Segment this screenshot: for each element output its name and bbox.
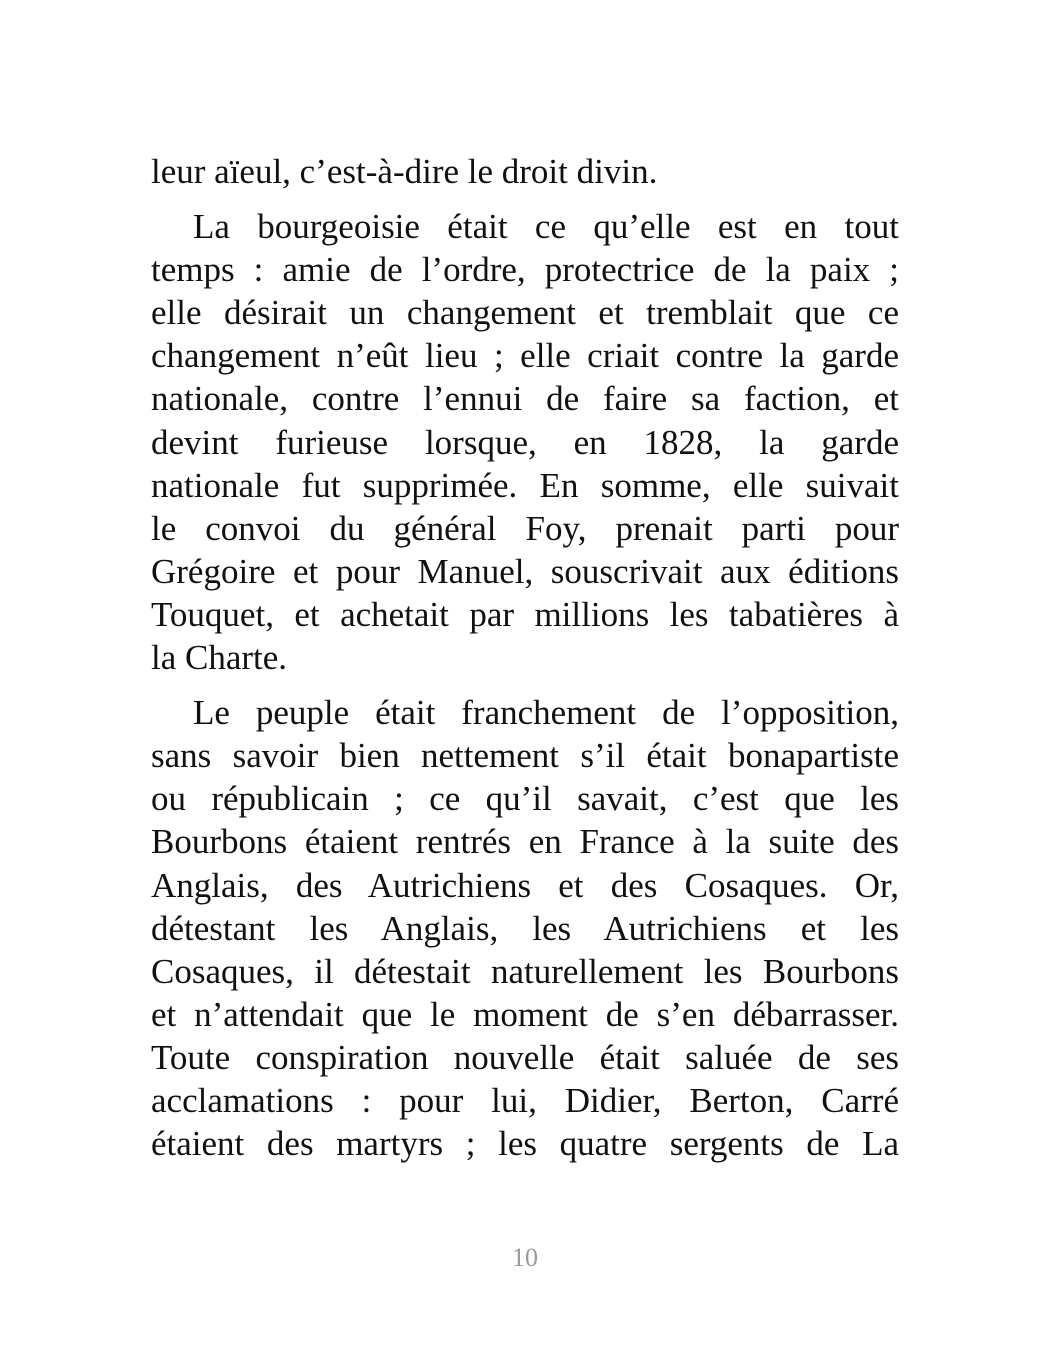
- page-number: 10: [512, 1243, 538, 1272]
- paragraph-spacing: [151, 193, 899, 205]
- paragraph-spacing: [151, 679, 899, 691]
- text-line: la Charte.: [151, 638, 288, 678]
- text-line: détestant les Anglais, les Autrichiens et les: [151, 908, 899, 948]
- text-line: temps : amie de l’ordre, protectrice de la paix ;: [151, 250, 899, 290]
- text-line: le convoi du général Foy, prenait parti pour: [151, 508, 899, 548]
- text-line: et n’attendait que le moment de s’en débarrasser.: [151, 994, 899, 1034]
- text-line: leur aïeul, c’est-à-dire le droit divin.: [151, 152, 658, 191]
- text-line: devint furieuse lorsque, en 1828, la garde: [151, 422, 899, 462]
- paragraph-peuple: [151, 691, 899, 1165]
- text-line: nationale, contre l’ennui de faire sa faction, et: [151, 379, 899, 419]
- text-line: Toute conspiration nouvelle était saluée de ses: [151, 1037, 899, 1077]
- text-line: La bourgeoisie était ce qu’elle est en tout: [193, 207, 899, 247]
- text-line: Cosaques, il détestait naturellement les Bourbons: [151, 951, 899, 991]
- text-line: changement n’eût lieu ; elle criait contre la garde: [151, 336, 899, 376]
- paragraph-bourgeoisie: [151, 205, 899, 679]
- text-line: acclamations : pour lui, Didier, Berton, Carré: [151, 1080, 899, 1120]
- text-line: étaient des martyrs ; les quatre sergents de La: [151, 1124, 899, 1164]
- text-line: Grégoire et pour Manuel, souscrivait aux éditions: [151, 551, 899, 591]
- text-line: ou républicain ; ce qu’il savait, c’est que les: [151, 779, 899, 819]
- text-line: elle désirait un changement et tremblait que ce: [151, 293, 899, 333]
- text-line: Anglais, des Autrichiens et des Cosaques. Or,: [151, 865, 899, 905]
- paragraph-continuation: [151, 150, 899, 193]
- text-line: sans savoir bien nettement s’il était bonapartiste: [151, 736, 899, 776]
- text-line: Le peuple était franchement de l’opposition,: [193, 693, 899, 733]
- text-line: Bourbons étaient rentrés en France à la suite des: [151, 822, 899, 862]
- text-line: Touquet, et achetait par millions les tabatières à: [151, 594, 899, 634]
- text-line: nationale fut supprimée. En somme, elle suivait: [151, 465, 899, 505]
- body-text: [151, 150, 899, 1165]
